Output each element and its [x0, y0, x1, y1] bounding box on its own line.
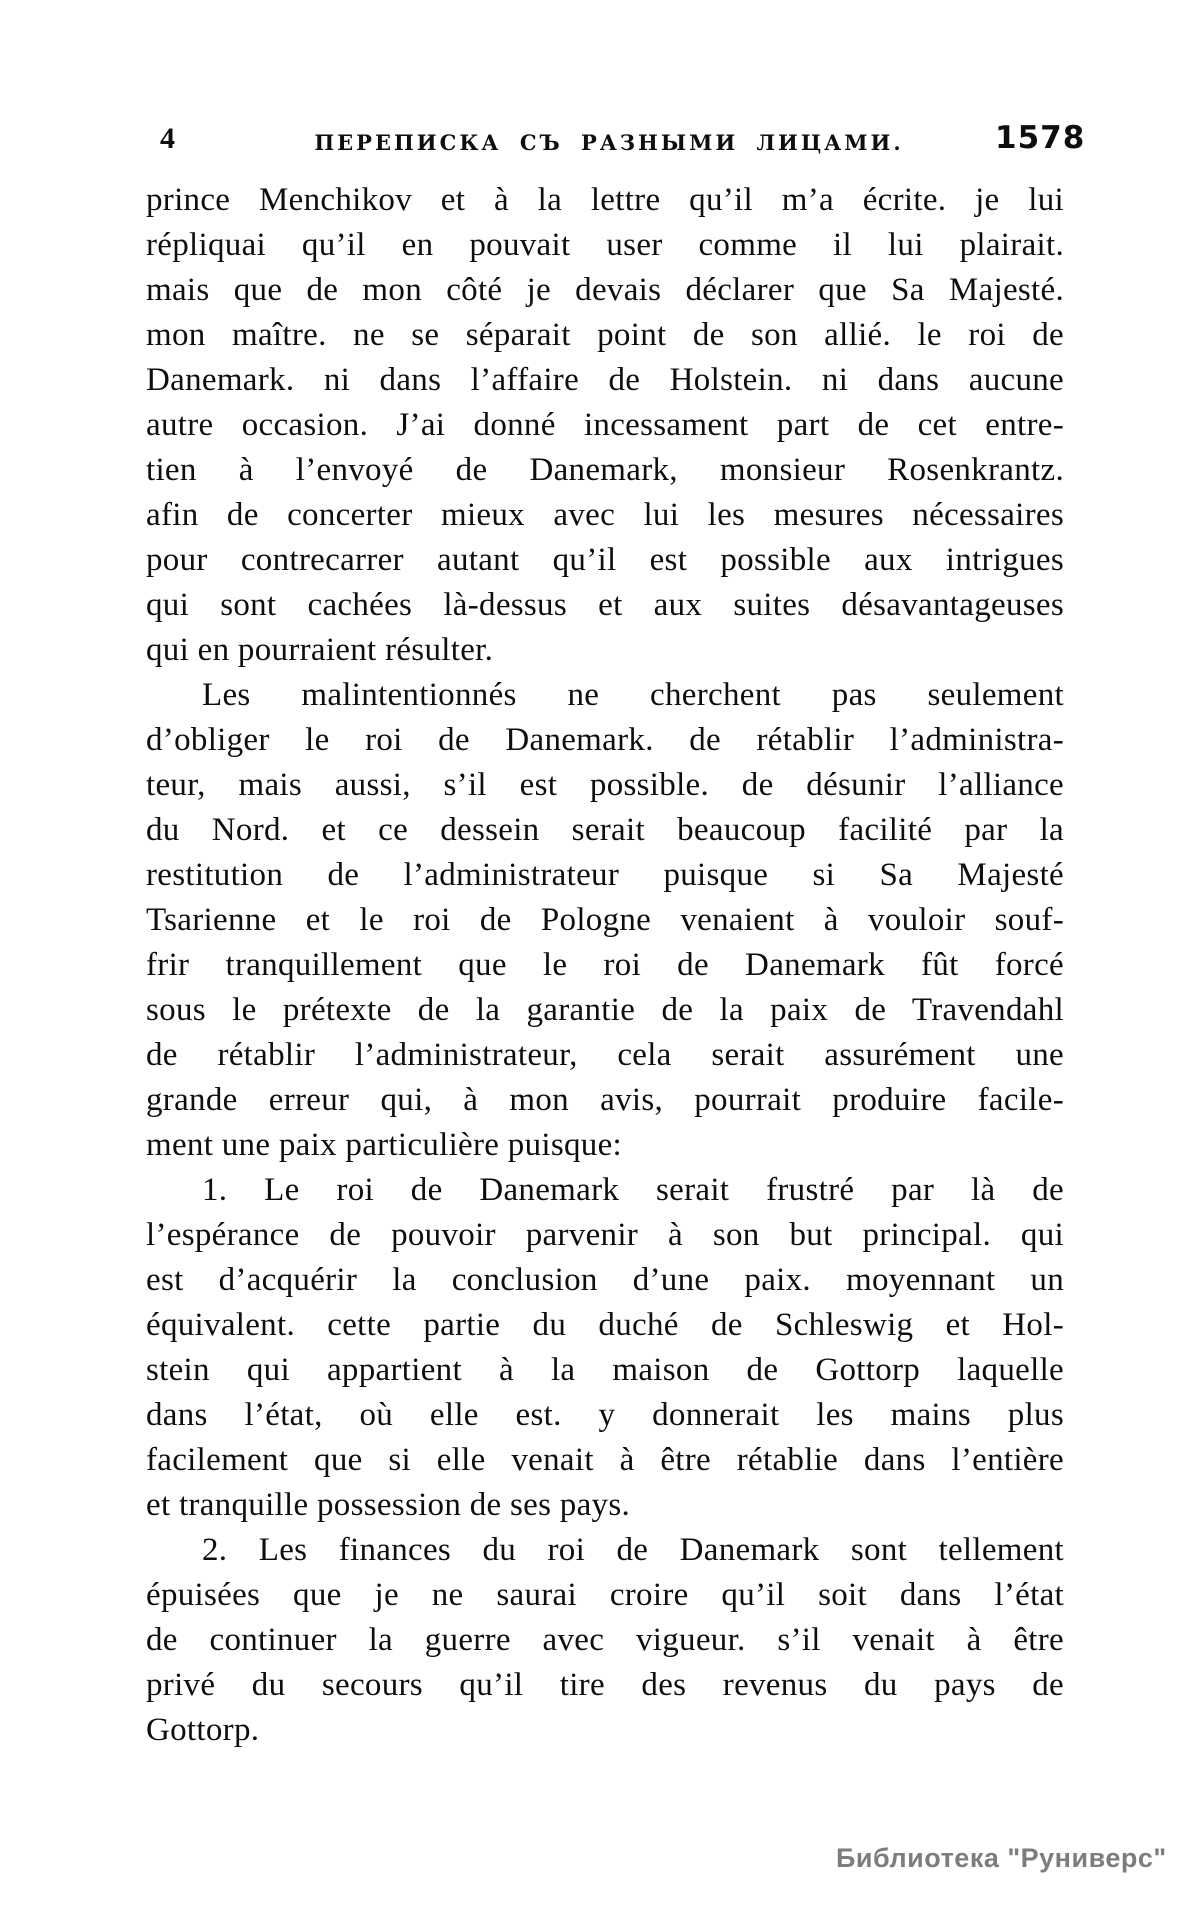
text-line: Les malintentionnés ne cherchent pas seulement — [202, 677, 1064, 713]
text-line: Gottorp. — [146, 1712, 260, 1748]
library-watermark: Библиотека "Руниверс" — [836, 1843, 1167, 1873]
text-line: 2. Les finances du roi de Danemark sont tellement — [202, 1532, 1064, 1568]
text-line: Tsarienne et le roi de Pologne venaient à vouloir souf- — [146, 902, 1064, 938]
text-line: afin de concerter mieux avec lui les mesures nécessaires — [146, 497, 1064, 533]
page-text — [146, 178, 1064, 1753]
header-number: 1578 — [995, 120, 1086, 156]
text-line: répliquai qu’il en pouvait user comme il lui plairait. — [146, 227, 1064, 263]
text-line: l’espérance de pouvoir parvenir à son but principal. qui — [146, 1217, 1064, 1253]
text-line: ment une paix particulière puisque: — [146, 1127, 623, 1163]
text-line: facilement que si elle venait à être rétablie dans l’entière — [146, 1442, 1064, 1478]
text-line: et tranquille possession de ses pays. — [146, 1487, 631, 1523]
text-line: mais que de mon côté je devais déclarer que Sa Majesté. — [146, 272, 1064, 308]
text-line: teur, mais aussi, s’il est possible. de désunir l’alliance — [146, 767, 1064, 803]
text-line: équivalent. cette partie du duché de Schleswig et Hol- — [146, 1307, 1064, 1343]
text-line: épuisées que je ne saurai croire qu’il soit dans l’état — [146, 1577, 1064, 1613]
text-line: stein qui appartient à la maison de Gottorp laquelle — [146, 1352, 1064, 1388]
text-line: qui en pourraient résulter. — [146, 632, 494, 668]
text-line: dans l’état, où elle est. y donnerait les mains plus — [146, 1397, 1064, 1433]
text-line: qui sont cachées là-dessus et aux suites désavantageuses — [146, 587, 1064, 623]
text-line: privé du secours qu’il tire des revenus du pays de — [146, 1667, 1064, 1703]
text-line: restitution de l’administrateur puisque si Sa Majesté — [146, 857, 1064, 893]
text-line: de rétablir l’administrateur, cela serait assurément une — [146, 1037, 1064, 1073]
page-header — [0, 0, 1200, 170]
text-line: Danemark. ni dans l’affaire de Holstein. ni dans aucune — [146, 362, 1064, 398]
text-line: est d’acquérir la conclusion d’une paix. moyennant un — [146, 1262, 1064, 1298]
text-line: grande erreur qui, à mon avis, pourrait produire facile- — [146, 1082, 1064, 1118]
text-line: autre occasion. J’ai donné incessament part de cet entre- — [146, 407, 1064, 443]
text-line: de continuer la guerre avec vigueur. s’il venait à être — [146, 1622, 1064, 1658]
text-line: d’obliger le roi de Danemark. de rétablir l’administra- — [146, 722, 1064, 758]
text-line: tien à l’envoyé de Danemark, monsieur Rosenkrantz. — [146, 452, 1064, 488]
text-line: pour contrecarrer autant qu’il est possible aux intrigues — [146, 542, 1064, 578]
text-line: mon maître. ne se séparait point de son allié. le roi de — [146, 317, 1064, 353]
text-line: du Nord. et ce dessein serait beaucoup facilité par la — [146, 812, 1064, 848]
running-title: ПЕРЕПИСКА СЪ РАЗНЫМИ ЛИЦАМИ. — [314, 130, 904, 155]
text-line: prince Menchikov et à la lettre qu’il m’a écrite. je lui — [146, 182, 1064, 218]
text-line: 1. Le roi de Danemark serait frustré par là de — [202, 1172, 1064, 1208]
text-line: sous le prétexte de la garantie de la paix de Travendahl — [146, 992, 1064, 1028]
page-number: 4 — [160, 122, 175, 155]
text-line: frir tranquillement que le roi de Danemark fût forcé — [146, 947, 1064, 983]
